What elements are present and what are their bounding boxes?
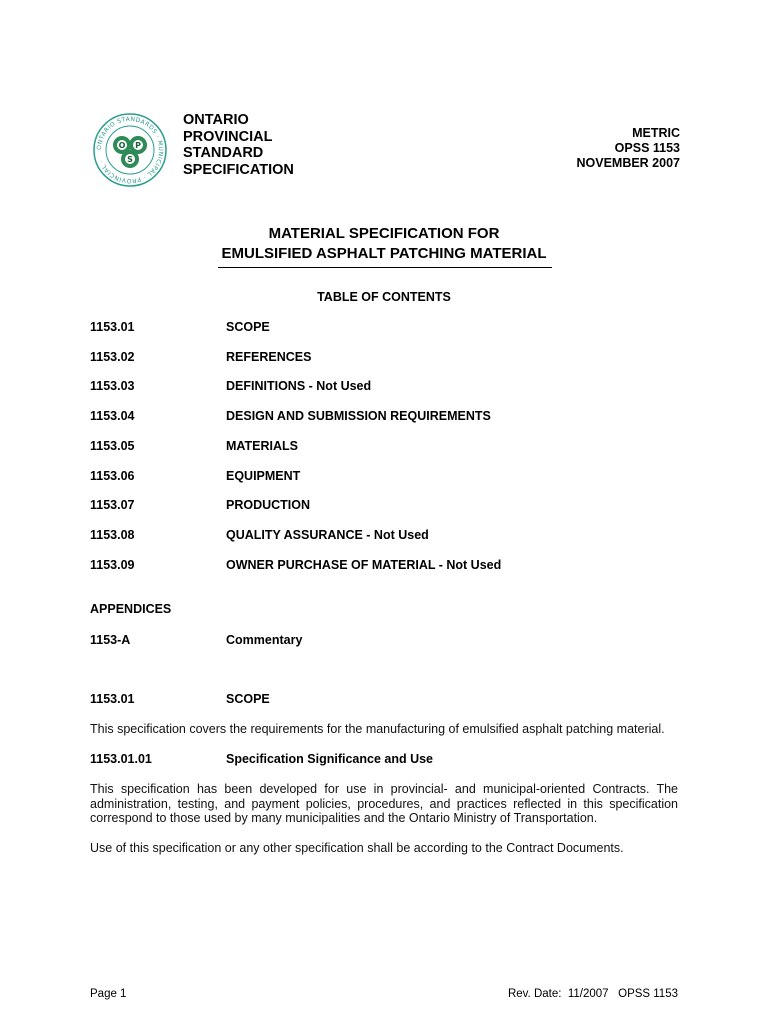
logo-letter-p: P (135, 141, 141, 150)
spec-meta (576, 126, 680, 171)
spec-number: OPSS 1153 (614, 141, 680, 155)
toc-item-number: 1153.05 (90, 439, 135, 453)
toc-item-number: 1153.09 (90, 558, 135, 572)
toc-item-title: QUALITY ASSURANCE - Not Used (226, 528, 429, 542)
appendix-number: 1153-A (90, 633, 131, 647)
section-number: 1153.01 (90, 692, 135, 706)
toc-item-title: DESIGN AND SUBMISSION REQUIREMENTS (226, 409, 491, 423)
toc-item-title: EQUIPMENT (226, 469, 301, 483)
appendices-heading: APPENDICES (90, 602, 172, 616)
spec-date: NOVEMBER 2007 (576, 156, 680, 170)
title-line-2: EMULSIFIED ASPHALT PATCHING MATERIAL (221, 245, 547, 262)
logo-ring-text: ONTARIO STANDARDS · MUNICIPAL · PROVINCIAL · (95, 115, 165, 185)
toc-item-title: MATERIALS (226, 439, 298, 453)
org-line-2: PROVINCIAL (183, 128, 273, 145)
toc-heading: TABLE OF CONTENTS (317, 290, 451, 304)
toc-item-title: OWNER PURCHASE OF MATERIAL - Not Used (226, 558, 502, 572)
toc-item-number: 1153.07 (90, 498, 135, 512)
appendix-title: Commentary (226, 633, 303, 647)
logo-letter-o: O (118, 141, 126, 150)
toc-item-title: PRODUCTION (226, 498, 311, 512)
toc-item-number: 1153.03 (90, 379, 135, 393)
units-label: METRIC (632, 126, 680, 140)
opss-logo (92, 112, 168, 188)
opss-logo-graphic (92, 112, 168, 188)
scope-paragraph: This specification covers the requirements for the manufacturing of emulsified asphalt patching material. (90, 722, 665, 736)
document-title (0, 224, 768, 264)
toc-item-title: DEFINITIONS - Not Used (226, 379, 372, 393)
toc-item-number: 1153.08 (90, 528, 135, 542)
title-line-1: MATERIAL SPECIFICATION FOR (268, 225, 500, 242)
subsection-title: Specification Significance and Use (226, 752, 434, 766)
org-name (183, 112, 294, 178)
section-title: SCOPE (226, 692, 270, 706)
revision-date: Rev. Date: 11/2007 OPSS 1153 (507, 988, 678, 1000)
toc-item-title: REFERENCES (226, 350, 312, 364)
contract-documents-paragraph: Use of this specification or any other specification shall be according to the Contract Documents. (90, 841, 624, 855)
logo-letter-s: S (127, 155, 133, 164)
org-line-4: SPECIFICATION (183, 161, 294, 178)
subsection-number: 1153.01.01 (90, 752, 152, 766)
org-line-3: STANDARD (183, 145, 264, 161)
toc-item-number: 1153.04 (90, 409, 135, 423)
toc-item-title: SCOPE (226, 320, 270, 334)
org-line-1: ONTARIO (183, 112, 249, 128)
title-underline (218, 267, 552, 268)
toc-item-number: 1153.02 (90, 350, 135, 364)
page-number: Page 1 (90, 988, 127, 1000)
significance-paragraph: This specification has been developed for use in provincial- and municipal-oriented Contracts. The administration, testing, and payment policies, procedures, and practices reflected in this specification correspond to those used by many municipalities and the Ontario Ministry of Transportation. (90, 782, 678, 825)
toc-item-number: 1153.01 (90, 320, 135, 334)
toc-item-number: 1153.06 (90, 469, 135, 483)
